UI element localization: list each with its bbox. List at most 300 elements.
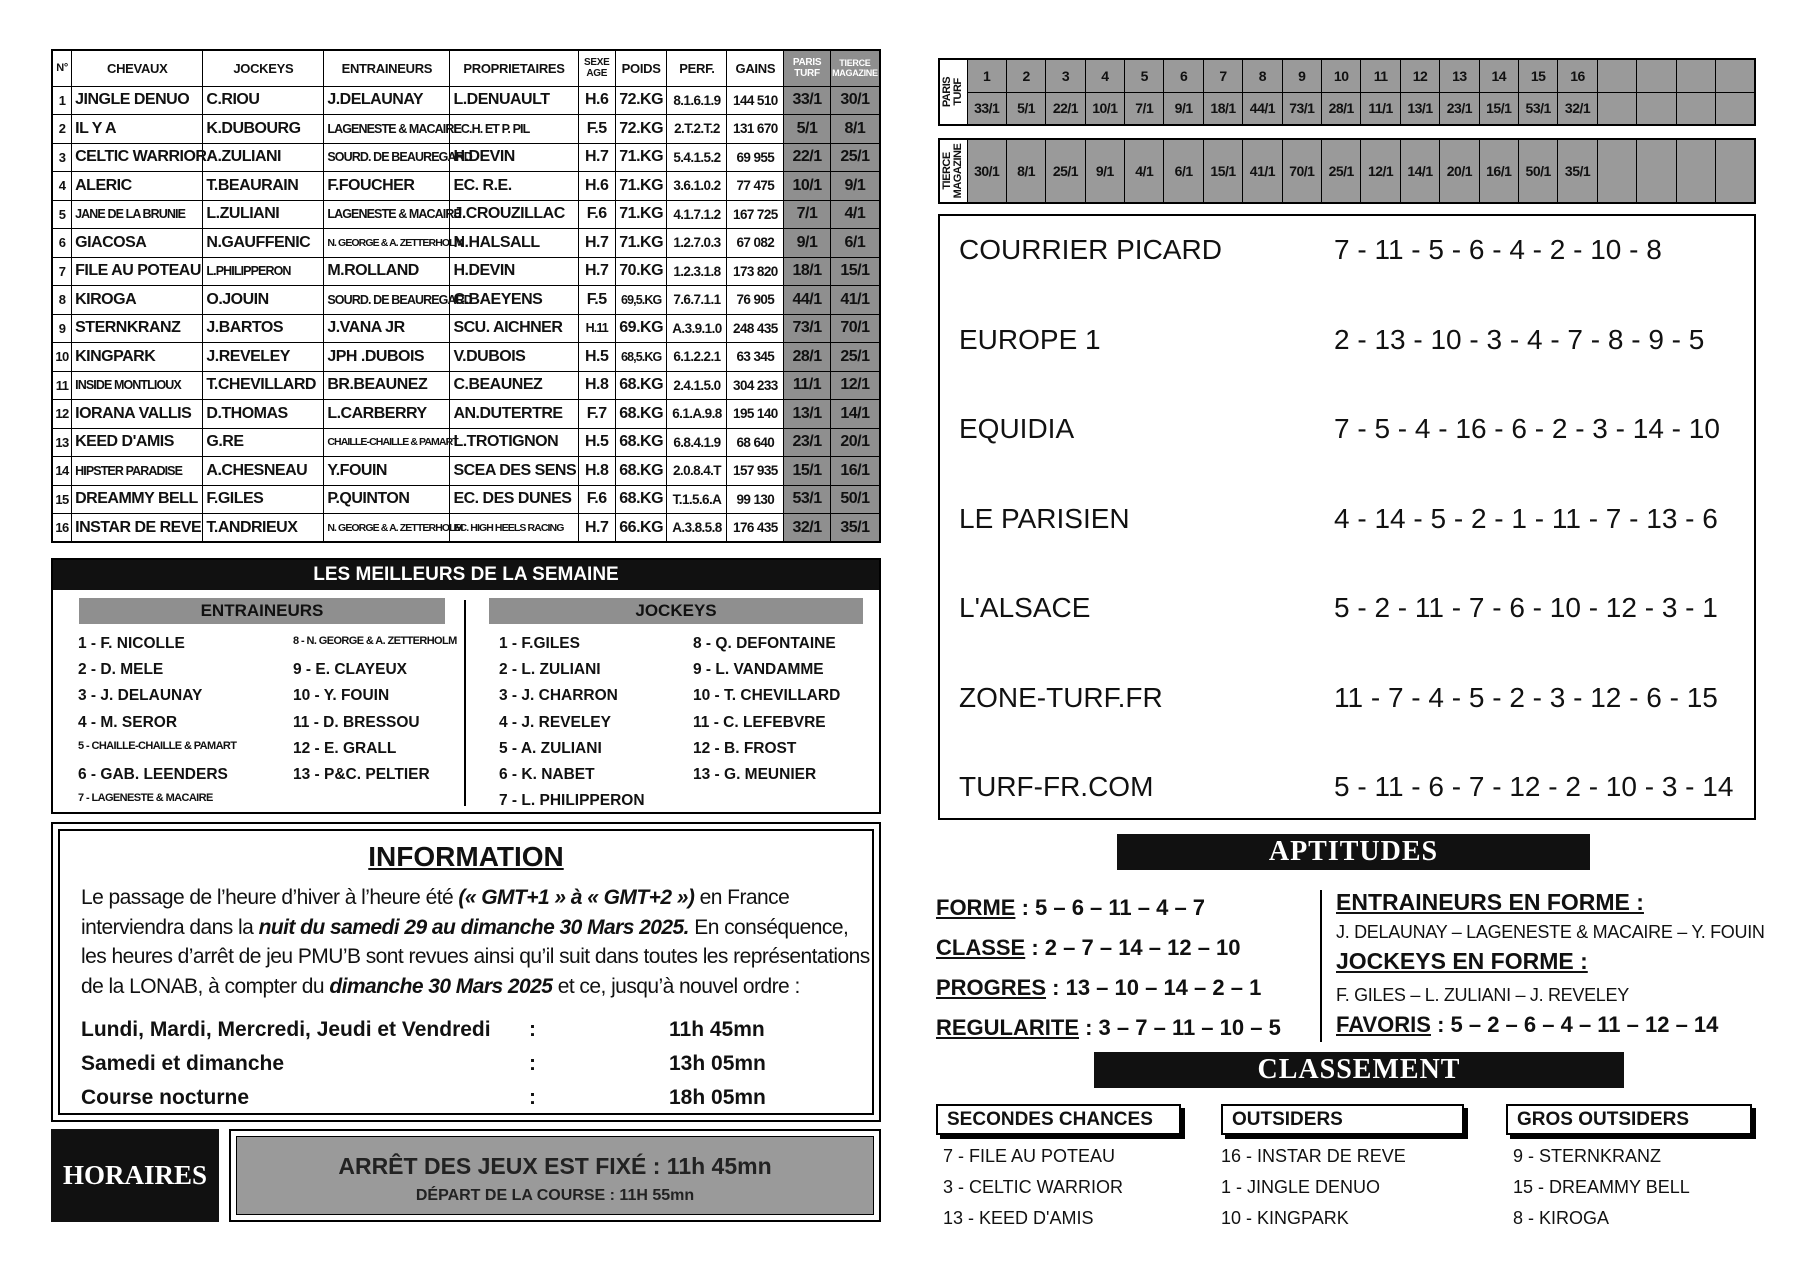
tierce-magazine-odds-cell: 16/1	[1479, 139, 1518, 203]
runner-owner-cell: V.DUBOIS	[450, 343, 578, 372]
paris-turf-number-cell	[1637, 59, 1676, 92]
tierce-magazine-odds-cell: 14/1	[1400, 139, 1439, 203]
runner-sex-cell: H.7	[578, 143, 615, 172]
classement-gros-item: 9 - STERNKRANZ	[1513, 1146, 1662, 1166]
best-jockeys-column	[489, 598, 863, 624]
tierce-magazine-odds-cell	[1676, 139, 1715, 203]
best-jockeys-item: 8 - Q. DEFONTAINE	[693, 635, 836, 652]
runner-jockey-cell: T.BEAURAIN	[203, 172, 324, 201]
runner-tm-cell: 6/1	[830, 229, 880, 258]
trainers-in-form-title: ENTRAINEURS EN FORME :	[1336, 889, 1644, 915]
classement-outsiders-item: 10 - KINGPARK	[1221, 1208, 1349, 1228]
runner-horse-cell: KEED D'AMIS	[72, 428, 203, 457]
favoris	[1336, 1012, 1718, 1038]
tierce-magazine-odds-row	[939, 139, 1755, 203]
paris-turf-odds-cell: 44/1	[1243, 92, 1282, 125]
runner-sex-cell: F.6	[578, 200, 615, 229]
press-source: EQUIDIA	[959, 413, 1075, 444]
runner-jockey-cell: T.CHEVILLARD	[203, 371, 324, 400]
jockeys-in-form-title: JOCKEYS EN FORME :	[1336, 948, 1588, 974]
runner-jockey-cell: O.JOUIN	[203, 286, 324, 315]
runner-tm-cell: 50/1	[830, 485, 880, 514]
press-source: LE PARISIEN	[959, 502, 1130, 534]
favoris-value: : 5 – 2 – 6 – 4 – 11 – 12 – 14	[1430, 1012, 1719, 1037]
runner-gains-cell: 69 955	[727, 143, 784, 172]
runner-pt-cell: 11/1	[784, 371, 831, 400]
classement-outsiders-item: 1 - JINGLE DENUO	[1221, 1177, 1381, 1197]
paris-turf-odds-cell: 32/1	[1558, 92, 1597, 125]
runner-trainer-cell: SOURD. DE BEAUREGARD	[324, 143, 450, 172]
runner-sex-cell: H.8	[578, 457, 615, 486]
classement-gros-item: 15 - DREAMMY BELL	[1513, 1177, 1690, 1197]
aptitude-classe-value: : 2 – 7 – 14 – 12 – 10	[1025, 935, 1241, 960]
tierce-magazine-odds-cell: 25/1	[1322, 139, 1361, 203]
runner-owner-cell: C.BAEYENS	[450, 286, 578, 315]
tierce-magazine-odds-cell: 20/1	[1440, 139, 1479, 203]
runner-perf-cell: 8.1.6.1.9	[667, 86, 727, 115]
col-header-sex-age: SEXE AGE	[578, 50, 615, 86]
runner-pt-cell: 10/1	[784, 172, 831, 201]
tierce-magazine-odds-cell: 35/1	[1558, 139, 1597, 203]
aptitude-progres	[936, 975, 1261, 1001]
runner-owner-cell: L.DENUAULT	[450, 86, 578, 115]
runner-jockey-cell: D.THOMAS	[203, 400, 324, 429]
tierce-magazine-label-cell	[939, 139, 967, 203]
paris-turf-odds-cell: 33/1	[967, 92, 1006, 125]
runner-horse-cell: DREAMMY BELL	[72, 485, 203, 514]
paris-turf-number-cell	[1597, 59, 1636, 92]
runner-owner-cell: SCEA DES SENS	[450, 457, 578, 486]
aptitude-regularite-key: REGULARITE	[936, 1015, 1079, 1040]
tierce-magazine-odds-grid	[938, 138, 1756, 204]
paris-turf-number-cell: 8	[1243, 59, 1282, 92]
best-trainers-item: 5 - CHAILLE-CHAILLE & PAMART	[78, 739, 237, 752]
runner-tm-cell: 16/1	[830, 457, 880, 486]
runner-tm-cell: 12/1	[830, 371, 880, 400]
runner-pt-cell: 5/1	[784, 115, 831, 144]
info-text-emphasis-2: nuit du samedi 29 au dimanche 30 Mars 2025.	[258, 915, 689, 939]
info-text-part-2: en France interviendra dans la	[81, 886, 790, 939]
schedule-time: 11h 45mn	[669, 1018, 765, 1041]
runner-row	[52, 371, 880, 400]
runner-trainer-cell: L.CARBERRY	[324, 400, 450, 429]
runner-pt-cell: 44/1	[784, 286, 831, 315]
best-trainers-item: 9 - E. CLAYEUX	[293, 661, 407, 679]
best-trainers-item: 3 - J. DELAUNAY	[78, 687, 203, 705]
col-header-jockeys: JOCKEYS	[203, 50, 324, 86]
paris-turf-number-cell: 12	[1400, 59, 1439, 92]
best-jockeys-item: 3 - J. CHARRON	[499, 687, 618, 705]
schedule-colon: :	[529, 1018, 536, 1041]
runner-trainer-cell: N. GEORGE & A. ZETTERHOLM	[324, 229, 450, 258]
best-jockeys-item: 13 - G. MEUNIER	[693, 766, 817, 783]
trainers-in-form-list: J. DELAUNAY – LAGENESTE & MACAIRE – Y. FOUIN	[1336, 922, 1765, 942]
paris-turf-number-cell: 15	[1518, 59, 1557, 92]
aptitude-progres-value: : 13 – 10 – 14 – 2 – 1	[1046, 975, 1262, 1000]
info-text-emphasis-1: (« GMT+1 » à « GMT+2 »)	[458, 886, 695, 909]
runner-table-header	[52, 50, 880, 86]
col-header-tierce-magazine: TIERCE MAGAZINE	[830, 50, 880, 86]
press-source: COURRIER PICARD	[959, 234, 1222, 265]
runner-perf-cell: A.3.9.1.0	[667, 314, 727, 343]
runner-jockey-cell: A.CHESNEAU	[203, 457, 324, 486]
tierce-magazine-odds-cell: 9/1	[1085, 139, 1124, 203]
paris-turf-odds-cell: 22/1	[1046, 92, 1085, 125]
runner-sex-cell: F.7	[578, 400, 615, 429]
runner-weight-cell: 69.KG	[615, 314, 667, 343]
paris-turf-number-cell: 10	[1322, 59, 1361, 92]
best-trainers-item: 13 - P&C. PELTIER	[293, 766, 430, 783]
best-jockeys-item: 4 - J. REVELEY	[499, 713, 611, 731]
runner-gains-cell: 195 140	[727, 400, 784, 429]
runner-row	[52, 314, 880, 343]
aptitude-forme-key: FORME	[936, 895, 1016, 920]
press-pick: 11 - 7 - 4 - 5 - 2 - 3 - 12 - 6 - 15	[1334, 681, 1718, 713]
runner-n-cell: 7	[52, 257, 72, 286]
runner-sex-cell: F.6	[578, 485, 615, 514]
runner-trainer-cell: CHAILLE-CHAILLE & PAMART	[324, 428, 450, 457]
press-source: EUROPE 1	[959, 323, 1101, 355]
runner-sex-cell: H.8	[578, 371, 615, 400]
outsiders-title: OUTSIDERS	[1221, 1104, 1464, 1135]
runner-perf-cell: 1.2.7.0.3	[667, 229, 727, 258]
tierce-magazine-odds-cell: 70/1	[1282, 139, 1321, 203]
runner-perf-cell: 4.1.7.1.2	[667, 200, 727, 229]
runner-jockey-cell: A.ZULIANI	[203, 143, 324, 172]
horaires-inner	[236, 1136, 874, 1215]
runner-gains-cell: 68 640	[727, 428, 784, 457]
col-header-trainers: ENTRAINEURS	[324, 50, 450, 86]
runner-weight-cell: 68.KG	[615, 428, 667, 457]
runner-trainer-cell: LAGENESTE & MACAIRE	[324, 115, 450, 144]
schedule-row-weekdays	[81, 1018, 871, 1042]
runner-tm-cell: 70/1	[830, 314, 880, 343]
runner-owner-cell: EC. HIGH HEELS RACING	[450, 514, 578, 543]
best-jockeys-item: 10 - T. CHEVILLARD	[693, 687, 841, 705]
runner-jockey-cell: C.RIOU	[203, 86, 324, 115]
aptitude-regularite	[936, 1015, 1281, 1041]
runner-perf-cell: 6.8.4.1.9	[667, 428, 727, 457]
paris-turf-odds-cell	[1637, 92, 1676, 125]
info-text-part-4: et ce, jusqu’à nouvel ordre :	[552, 974, 800, 998]
tierce-magazine-odds-cell: 4/1	[1125, 139, 1164, 203]
jockeys-in-form-list: F. GILES – L. ZULIANI – J. REVELEY	[1336, 985, 1629, 1005]
runner-row	[52, 115, 880, 144]
paris-turf-number-cell: 16	[1558, 59, 1597, 92]
runner-tm-cell: 25/1	[830, 343, 880, 372]
press-pick: 5 - 2 - 11 - 7 - 6 - 10 - 12 - 3 - 1	[1334, 592, 1718, 623]
runner-gains-cell: 176 435	[727, 514, 784, 543]
runner-horse-cell: JANE DE LA BRUNIE	[72, 200, 203, 229]
runner-horse-cell: KINGPARK	[72, 343, 203, 372]
runner-row	[52, 86, 880, 115]
schedule-day: Samedi et dimanche	[81, 1052, 285, 1075]
best-trainers-item: 2 - D. MELE	[78, 661, 164, 679]
runner-pt-cell: 23/1	[784, 428, 831, 457]
runner-n-cell: 3	[52, 143, 72, 172]
runner-gains-cell: 173 820	[727, 257, 784, 286]
runner-sex-cell: H.7	[578, 229, 615, 258]
runner-jockey-cell: N.GAUFFENIC	[203, 229, 324, 258]
runner-trainer-cell: J.DELAUNAY	[324, 86, 450, 115]
runner-perf-cell: 6.1.2.2.1	[667, 343, 727, 372]
paris-turf-odds-cell: 73/1	[1282, 92, 1321, 125]
schedule-colon: :	[529, 1086, 536, 1109]
runner-n-cell: 12	[52, 400, 72, 429]
runner-jockey-cell: J.BARTOS	[203, 314, 324, 343]
runner-weight-cell: 71.KG	[615, 172, 667, 201]
secondes-chances-title: SECONDES CHANCES	[936, 1104, 1181, 1135]
runner-owner-cell: J.CROUZILLAC	[450, 200, 578, 229]
runner-n-cell: 9	[52, 314, 72, 343]
runner-owner-cell: L.TROTIGNON	[450, 428, 578, 457]
runner-n-cell: 1	[52, 86, 72, 115]
runner-horse-cell: STERNKRANZ	[72, 314, 203, 343]
runner-weight-cell: 71.KG	[615, 229, 667, 258]
runner-tm-cell: 25/1	[830, 143, 880, 172]
runner-gains-cell: 63 345	[727, 343, 784, 372]
best-jockeys-item: 12 - B. FROST	[693, 739, 797, 757]
runner-jockey-cell: F.GILES	[203, 485, 324, 514]
runner-jockey-cell: T.ANDRIEUX	[203, 514, 324, 543]
runner-weight-cell: 71.KG	[615, 143, 667, 172]
paris-turf-odds-cell	[1715, 92, 1755, 125]
paris-turf-number-cell: 13	[1440, 59, 1479, 92]
tierce-magazine-odds-cell: 15/1	[1203, 139, 1242, 203]
aptitude-classe	[936, 935, 1241, 961]
runner-pt-cell: 15/1	[784, 457, 831, 486]
paris-turf-number-cell: 9	[1282, 59, 1321, 92]
paris-turf-number-cell: 3	[1046, 59, 1085, 92]
tierce-magazine-odds-cell	[1597, 139, 1636, 203]
best-trainers-item: 4 - M. SEROR	[78, 713, 178, 731]
runner-weight-cell: 71.KG	[615, 200, 667, 229]
runner-perf-cell: 1.2.3.1.8	[667, 257, 727, 286]
paris-turf-odds-cell: 13/1	[1400, 92, 1439, 125]
runner-table-body	[52, 86, 880, 542]
runner-pt-cell: 33/1	[784, 86, 831, 115]
classement-secondes-item: 13 - KEED D'AMIS	[943, 1208, 1094, 1228]
runner-pt-cell: 22/1	[784, 143, 831, 172]
aptitude-forme-value: : 5 – 6 – 11 – 4 – 7	[1015, 895, 1206, 920]
horaires-panel	[229, 1129, 881, 1222]
runner-horse-cell: INSIDE MONTLIOUX	[72, 371, 203, 400]
runner-n-cell: 5	[52, 200, 72, 229]
runner-trainer-cell: SOURD. DE BEAUREGARD	[324, 286, 450, 315]
schedule-row-nocturne	[81, 1086, 871, 1110]
runner-n-cell: 14	[52, 457, 72, 486]
paris-turf-number-cell	[1715, 59, 1755, 92]
runner-horse-cell: FILE AU POTEAU	[72, 257, 203, 286]
runner-n-cell: 15	[52, 485, 72, 514]
paris-turf-odds-grid	[938, 58, 1756, 126]
runner-trainer-cell: LAGENESTE & MACAIRE	[324, 200, 450, 229]
info-text-part-3: En conséquence, les heures d’arrêt de jeu PMU’B sont revues ainsi qu’il suit dans toutes les représentations de la LONAB, à compter du	[81, 915, 870, 998]
runner-weight-cell: 68.KG	[615, 457, 667, 486]
runner-weight-cell: 68.KG	[615, 400, 667, 429]
runner-gains-cell: 167 725	[727, 200, 784, 229]
tierce-magazine-label: TIERCE MAGAZINE	[941, 143, 965, 199]
runner-row	[52, 143, 880, 172]
classement-secondes-item: 3 - CELTIC WARRIOR	[943, 1177, 1124, 1197]
runner-gains-cell: 248 435	[727, 314, 784, 343]
runner-jockey-cell: K.DUBOURG	[203, 115, 324, 144]
paris-turf-odds-cell: 11/1	[1361, 92, 1400, 125]
runner-sex-cell: H.6	[578, 172, 615, 201]
runner-gains-cell: 67 082	[727, 229, 784, 258]
best-jockeys-item: 7 - L. PHILIPPERON	[499, 792, 645, 810]
runner-owner-cell: AN.DUTERTRE	[450, 400, 578, 429]
best-trainers-item: 10 - Y. FOUIN	[293, 687, 390, 705]
runner-pt-cell: 13/1	[784, 400, 831, 429]
runner-weight-cell: 72.KG	[615, 115, 667, 144]
paris-turf-number-cell: 2	[1006, 59, 1045, 92]
aptitude-classe-key: CLASSE	[936, 935, 1026, 960]
runner-owner-cell: SCU. AICHNER	[450, 314, 578, 343]
runner-gains-cell: 77 475	[727, 172, 784, 201]
runner-row	[52, 172, 880, 201]
best-trainers-item: 6 - GAB. LEENDERS	[78, 766, 228, 783]
runner-horse-cell: KIROGA	[72, 286, 203, 315]
aptitude-progres-key: PROGRES	[936, 975, 1047, 1000]
runner-horse-cell: IORANA VALLIS	[72, 400, 203, 429]
aptitude-forme	[936, 895, 1205, 921]
runner-tm-cell: 41/1	[830, 286, 880, 315]
paris-turf-number-cell: 1	[967, 59, 1006, 92]
tierce-magazine-odds-cell: 41/1	[1243, 139, 1282, 203]
runner-perf-cell: 2.0.8.4.T	[667, 457, 727, 486]
best-jockeys-item: 2 - L. ZULIANI	[499, 661, 601, 679]
aptitudes-title: APTITUDES	[1117, 834, 1590, 870]
runner-sex-cell: H.5	[578, 343, 615, 372]
runner-pt-cell: 7/1	[784, 200, 831, 229]
runner-row	[52, 257, 880, 286]
paris-turf-number-cell: 14	[1479, 59, 1518, 92]
runner-weight-cell: 68.KG	[615, 371, 667, 400]
runner-n-cell: 8	[52, 286, 72, 315]
runner-horse-cell: JINGLE DENUO	[72, 86, 203, 115]
runner-pt-cell: 18/1	[784, 257, 831, 286]
paris-turf-number-cell: 11	[1361, 59, 1400, 92]
best-trainers-item: 1 - F. NICOLLE	[78, 635, 185, 652]
press-pick: 7 - 11 - 5 - 6 - 4 - 2 - 10 - 8	[1334, 234, 1662, 265]
paris-turf-odds-row	[939, 92, 1755, 125]
runner-pt-cell: 53/1	[784, 485, 831, 514]
paris-turf-odds-cell	[1676, 92, 1715, 125]
best-trainers-item: 7 - LAGENESTE & MACAIRE	[78, 792, 213, 805]
best-jockeys-item: 1 - F.GILES	[499, 635, 580, 652]
schedule-day: Lundi, Mardi, Mercredi, Jeudi et Vendredi	[81, 1018, 491, 1041]
paris-turf-odds-cell: 5/1	[1006, 92, 1045, 125]
runner-weight-cell: 68.KG	[615, 485, 667, 514]
best-jockeys-title: JOCKEYS	[489, 598, 863, 624]
runner-gains-cell: 131 670	[727, 115, 784, 144]
runner-weight-cell: 66.KG	[615, 514, 667, 543]
best-trainers-item: 11 - D. BRESSOU	[293, 713, 420, 731]
runner-tm-cell: 8/1	[830, 115, 880, 144]
runner-table	[51, 49, 881, 543]
runner-gains-cell: 144 510	[727, 86, 784, 115]
runner-owner-cell: EC. DES DUNES	[450, 485, 578, 514]
information-title: INFORMATION	[368, 841, 564, 872]
best-trainers-title: ENTRAINEURS	[79, 598, 445, 624]
runner-horse-cell: IL Y A	[72, 115, 203, 144]
col-header-number: N°	[52, 50, 72, 86]
runner-gains-cell: 76 905	[727, 286, 784, 315]
info-text-part-1: Le passage de l’heure d’hiver à l’heure été	[81, 886, 459, 909]
press-pick: 5 - 11 - 6 - 7 - 12 - 2 - 10 - 3 - 14	[1334, 771, 1734, 802]
runner-gains-cell: 99 130	[727, 485, 784, 514]
runner-perf-cell: 6.1.A.9.8	[667, 400, 727, 429]
runner-n-cell: 16	[52, 514, 72, 543]
runner-jockey-cell: G.RE	[203, 428, 324, 457]
best-trainers-item: 12 - E. GRALL	[293, 739, 397, 757]
runner-n-cell: 2	[52, 115, 72, 144]
best-trainers-item: 8 - N. GEORGE & A. ZETTERHOLM	[293, 635, 457, 647]
runner-horse-cell: HIPSTER PARADISE	[72, 457, 203, 486]
runner-sex-cell: H.11	[578, 314, 615, 343]
runner-tm-cell: 9/1	[830, 172, 880, 201]
runner-sex-cell: H.7	[578, 257, 615, 286]
runner-tm-cell: 15/1	[830, 257, 880, 286]
runner-row	[52, 200, 880, 229]
runner-owner-cell: C.BEAUNEZ	[450, 371, 578, 400]
runner-perf-cell: 3.6.1.0.2	[667, 172, 727, 201]
runner-tm-cell: 30/1	[830, 86, 880, 115]
tierce-magazine-odds-cell	[1637, 139, 1676, 203]
runner-sex-cell: F.5	[578, 115, 615, 144]
paris-turf-number-cell: 6	[1164, 59, 1203, 92]
runner-pt-cell: 28/1	[784, 343, 831, 372]
runner-owner-cell: N.HALSALL	[450, 229, 578, 258]
runner-pt-cell: 9/1	[784, 229, 831, 258]
runner-trainer-cell: Y.FOUIN	[324, 457, 450, 486]
info-text-emphasis-3: dimanche 30 Mars 2025	[329, 974, 553, 998]
runner-pt-cell: 32/1	[784, 514, 831, 543]
press-predictions-panel	[938, 214, 1756, 820]
runner-n-cell: 10	[52, 343, 72, 372]
paris-turf-odds-cell: 18/1	[1203, 92, 1242, 125]
runner-trainer-cell: N. GEORGE & A. ZETTERHOLM	[324, 514, 450, 543]
classement-title: CLASSEMENT	[1094, 1052, 1624, 1088]
runner-trainer-cell: JPH .DUBOIS	[324, 343, 450, 372]
classement-outsiders-item: 16 - INSTAR DE REVE	[1221, 1146, 1406, 1166]
gros-outsiders-title: GROS OUTSIDERS	[1506, 1104, 1752, 1135]
tierce-magazine-odds-cell	[1715, 139, 1755, 203]
runner-trainer-cell: J.VANA JR	[324, 314, 450, 343]
paris-turf-odds-cell: 10/1	[1085, 92, 1124, 125]
paris-turf-odds-cell: 7/1	[1125, 92, 1164, 125]
runner-weight-cell: 68,5.KG	[615, 343, 667, 372]
runner-n-cell: 11	[52, 371, 72, 400]
runner-jockey-cell: L.PHILIPPERON	[203, 257, 324, 286]
runner-horse-cell: INSTAR DE REVE	[72, 514, 203, 543]
press-pick: 4 - 14 - 5 - 2 - 1 - 11 - 7 - 13 - 6	[1334, 502, 1718, 534]
paris-turf-number-row	[939, 59, 1755, 92]
schedule-day: Course nocturne	[81, 1086, 250, 1109]
paris-turf-odds-cell: 28/1	[1322, 92, 1361, 125]
best-of-week-panel	[51, 558, 881, 814]
col-header-paris-turf: PARIS TURF	[784, 50, 831, 86]
schedule-row-weekend	[81, 1052, 871, 1076]
col-header-weight: POIDS	[615, 50, 667, 86]
classement-gros-item: 8 - KIROGA	[1513, 1208, 1610, 1228]
runner-gains-cell: 304 233	[727, 371, 784, 400]
press-source: TURF-FR.COM	[959, 771, 1154, 802]
runner-perf-cell: 2.4.1.5.0	[667, 371, 727, 400]
runner-sex-cell: F.5	[578, 286, 615, 315]
runner-perf-cell: T.1.5.6.A	[667, 485, 727, 514]
